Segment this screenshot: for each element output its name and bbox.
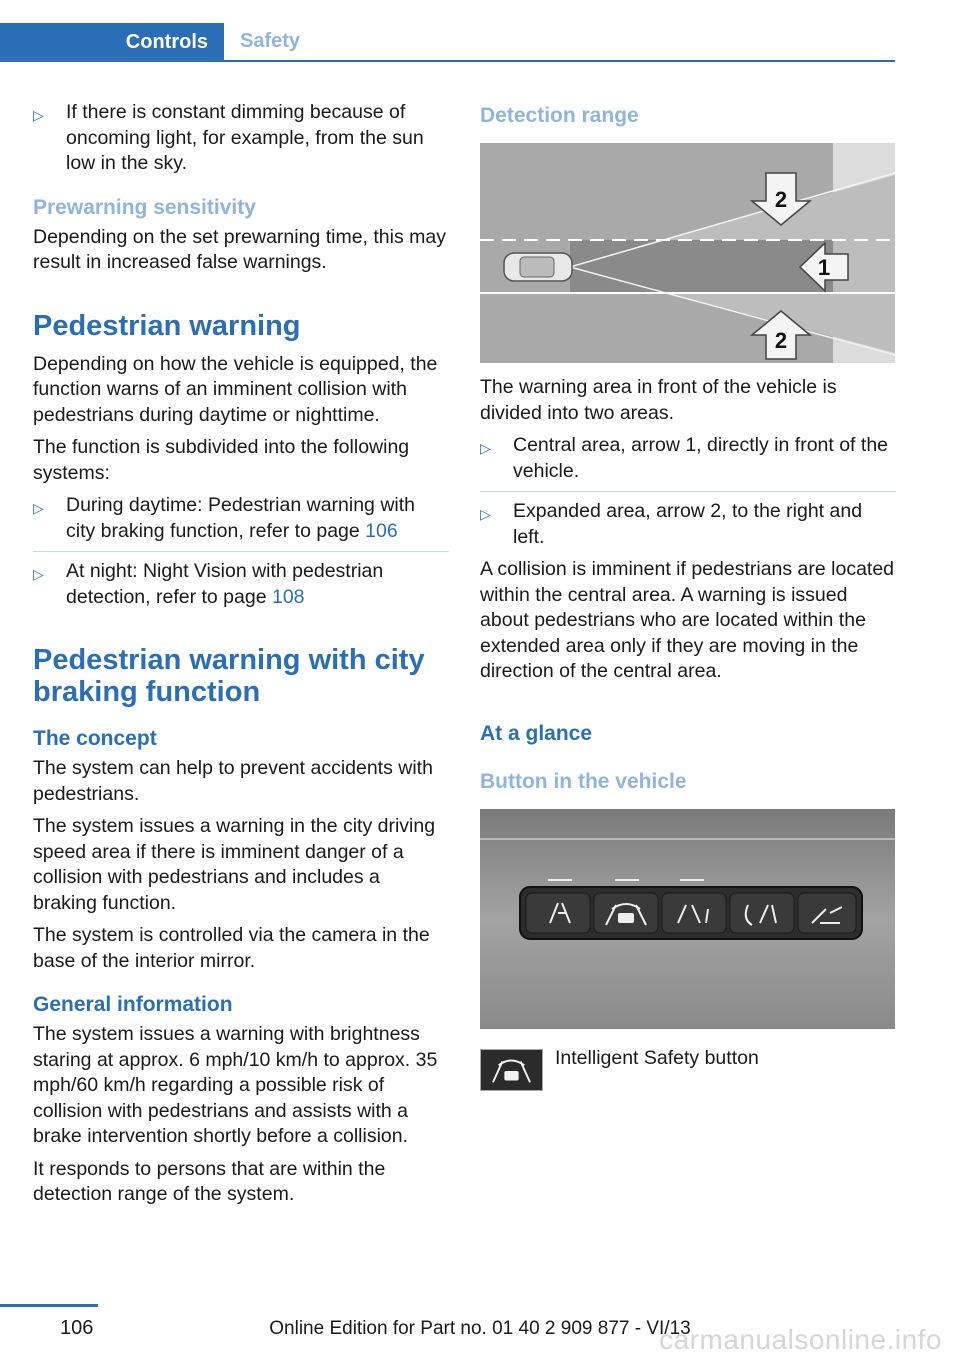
paragraph: The warning area in front of the vehicle is divided into two areas. [480, 376, 837, 424]
central-area-band [570, 240, 833, 293]
paragraph: The system issues a warning in the city driving speed area if there is imminent danger of a collision with pedestrians and includes a braking function. [33, 815, 436, 914]
paragraph: The system can help to prevent accidents with pedestrians. [33, 757, 433, 805]
paragraph: It responds to persons that are within the detection range of the system. [33, 1157, 386, 1205]
bullet-divider [480, 491, 896, 492]
section-tabbar [0, 23, 895, 62]
lane-departure-button[interactable] [526, 893, 590, 933]
bullet-night [33, 559, 449, 610]
bullet-text: Central area, arrow 1, directly in front of the vehicle. [513, 434, 889, 482]
svg-text:2: 2 [774, 187, 788, 212]
detection-range-diagram [480, 143, 895, 363]
bullet-text: Expanded area, arrow 2, to the right and left. [513, 500, 863, 548]
heading-prewarning-sensitivity: Prewarning sensitivity [33, 195, 256, 219]
heading-button-in-vehicle: Button in the vehicle [480, 769, 687, 793]
heading-at-a-glance: At a glance [480, 721, 593, 745]
page-link-106[interactable]: 106 [365, 519, 398, 542]
park-assist-button[interactable] [798, 893, 856, 933]
svg-text:1: 1 [817, 255, 831, 280]
triangle-bullet-icon: ▷ [33, 500, 44, 516]
footer-rule [0, 1304, 98, 1307]
paragraph: The system issues a warning with brightness staring at approx. 6 mph/10 km/h to approx. 35 mph/60 km/h regarding a possible risk of collision with pedestrians and assists with a brake intervention shortly before a collision. [33, 1023, 438, 1147]
bullet-expanded-area [480, 499, 896, 550]
bullet-daytime [33, 493, 449, 544]
speed-limit-button[interactable] [662, 893, 726, 933]
watermark: carmanualsonline.info [659, 1324, 942, 1355]
led-indicators [548, 879, 704, 881]
svg-text:2: 2 [774, 328, 788, 353]
triangle-bullet-icon: ▷ [480, 440, 491, 456]
car-icon [504, 253, 572, 281]
paragraph: Depending on how the vehicle is equipped, the function warns of an imminent collision with pedestrians during daytime or nighttime. [33, 352, 438, 426]
paragraph: The system is controlled via the camera in the base of the interior mirror. [33, 924, 430, 972]
heading-pedestrian-warning: Pedestrian warning [33, 309, 301, 342]
page-number: 106 [60, 1317, 94, 1339]
bullet-dimming [33, 100, 449, 177]
heading-general-information: General information [33, 993, 233, 1016]
page-link-108[interactable]: 108 [271, 585, 305, 608]
intelligent-safety-button-icon [480, 1049, 543, 1091]
right-column [480, 100, 896, 1091]
edition-line: Online Edition for Part no. 01 40 2 909 877 - VI/13 [269, 1318, 691, 1339]
bullet-text: At night: Night Vision with pedestrian detection, refer to page [66, 560, 384, 608]
bullet-text: During daytime: Pedestrian warning with city braking function, refer to page [66, 494, 416, 542]
paragraph: The function is subdivided into the following systems: [33, 436, 410, 484]
bullet-divider [33, 551, 449, 552]
button-legend [480, 1046, 896, 1091]
paragraph: A collision is imminent if pedestrians are located within the central area. A warning is issued about pedestrians who are located within the extended area only if they are moving in the direction of the central area. [480, 558, 895, 682]
triangle-bullet-icon: ▷ [480, 506, 491, 522]
button-panel-photo [480, 809, 895, 1029]
heading-detection-range: Detection range [480, 104, 639, 127]
tab-safety[interactable]: Safety [240, 30, 301, 52]
tabbar-rule [0, 60, 895, 62]
triangle-bullet-icon: ▷ [33, 566, 44, 582]
triangle-bullet-icon: ▷ [33, 107, 44, 123]
paragraph: Depending on the set prewarning time, this may result in increased false warnings. [33, 225, 446, 273]
button-caption: Intelligent Safety button [555, 1046, 759, 1069]
intelligent-safety-button[interactable] [594, 893, 658, 933]
bullet-central-area [480, 433, 896, 484]
bullet-text: If there is constant dimming because of oncoming light, for example, from the sun low in the sky. [66, 101, 424, 174]
heading-the-concept: The concept [33, 727, 157, 750]
heading-city-braking: Pedestrian warning with city braking function [33, 644, 425, 708]
lane-change-button[interactable] [730, 893, 794, 933]
tab-controls[interactable]: Controls [0, 23, 224, 62]
left-column [33, 100, 449, 1215]
